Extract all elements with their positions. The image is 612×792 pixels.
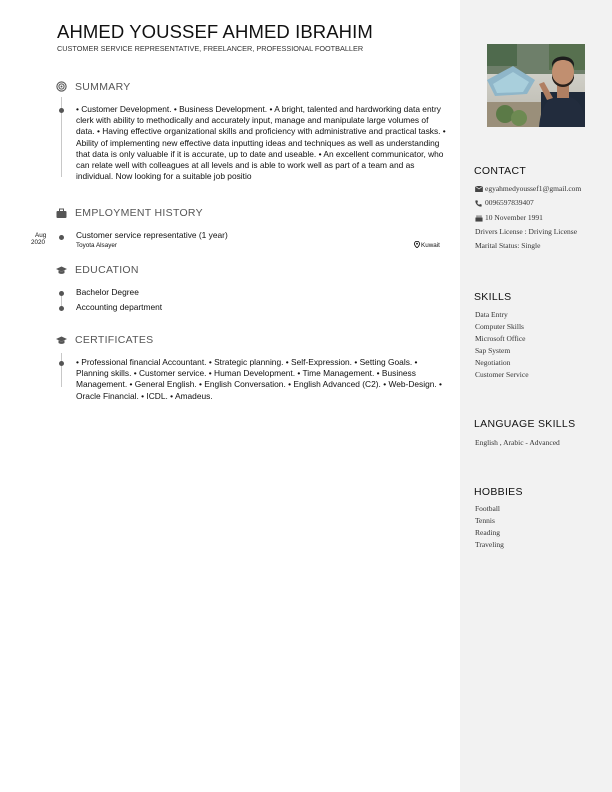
summary-text: • Customer Development. • Business Development. • A bright, talented and hardworking data entry clerk with ability to methodically and accurately input, manage and manipulate large volumes of data. • Having effective organizational skills and proficiency with administrative and practical tasks. • Ability of implementing new effective data inputting ideas and techniques as well as understanding that data is only valuable if it is accurate, up to date and useable. • An excellent communicator, who can relate well with colleagues at all levels and is able to work well as part of a team and as individual. Now looking for a suitable job positio	[76, 104, 446, 182]
profile-photo	[487, 44, 585, 127]
phone-icon	[475, 200, 482, 207]
certificates-timeline	[61, 353, 62, 387]
hobby-item: Football	[475, 504, 501, 513]
employment-heading: EMPLOYMENT HISTORY	[75, 207, 203, 219]
education-department: Accounting department	[76, 302, 163, 312]
contact-birthday-row	[475, 213, 543, 222]
summary-heading: SUMMARY	[75, 81, 131, 93]
job-date-year: 2020	[31, 239, 46, 246]
certificates-bullet	[59, 361, 64, 366]
skills-heading: SKILLS	[474, 291, 512, 303]
language-skills-text: English , Arabic - Advanced	[475, 438, 560, 447]
hobbies-list	[475, 503, 504, 551]
hobbies-heading: HOBBIES	[474, 486, 523, 498]
employment-bullet	[59, 235, 64, 240]
briefcase-icon	[56, 208, 67, 219]
skill-item: Computer Skills	[475, 322, 524, 331]
contact-license: Drivers License : Driving License	[475, 227, 578, 236]
contact-phone-row	[475, 198, 534, 207]
job-role: Customer service representative (1 year)	[76, 230, 228, 240]
skills-list	[475, 309, 529, 381]
language-skills-heading: LANGUAGE SKILLS	[474, 418, 576, 430]
skill-item: Negotiation	[475, 358, 511, 367]
skill-item: Customer Service	[475, 370, 529, 379]
hobby-item: Traveling	[475, 540, 504, 549]
job-subtitle: CUSTOMER SERVICE REPRESENTATIVE, FREELANCER, PROFESSIONAL FOOTBALLER	[57, 44, 364, 53]
job-location: Kuwait	[421, 242, 440, 249]
contact-email-row	[475, 184, 581, 193]
contact-birthday: 10 November 1991	[485, 213, 543, 222]
graduation-cap-icon	[56, 335, 67, 346]
contact-email: egyahmedyoussef1@gmail.com	[485, 184, 582, 193]
birthday-cake-icon	[475, 214, 483, 222]
education-heading: EDUCATION	[75, 264, 139, 276]
contact-phone: 0096597839407	[485, 198, 534, 207]
education-degree: Bachelor Degree	[76, 287, 139, 297]
graduation-cap-icon	[56, 265, 67, 276]
job-date-month: Aug	[35, 232, 47, 239]
contact-marital-status: Marital Status: Single	[475, 241, 541, 250]
contact-heading: CONTACT	[474, 165, 527, 177]
certificates-heading: CERTIFICATES	[75, 334, 154, 346]
location-pin-icon	[414, 241, 420, 248]
hobby-item: Tennis	[475, 516, 495, 525]
envelope-icon	[475, 186, 483, 192]
skill-item: Data Entry	[475, 310, 508, 319]
job-company: Toyota Alsayer	[76, 242, 117, 249]
certificates-text: • Professional financial Accountant. • Strategic planning. • Self-Expression. • Setting Goals. • Planning skills. • Customer service. • Human Development. • Time Management. • Business Management. • General English. • English Conversation. • English Advanced (C2). • Web-Design. • Oracle Financial. • ICDL. • Amadeus.	[76, 357, 442, 401]
skill-item: Sap System	[475, 346, 511, 355]
education-bullet	[59, 306, 64, 311]
summary-bullet	[59, 108, 64, 113]
page-title: AHMED YOUSSEF AHMED IBRAHIM	[57, 21, 373, 42]
education-bullet	[59, 291, 64, 296]
target-icon	[56, 81, 67, 92]
hobby-item: Reading	[475, 528, 500, 537]
skill-item: Microsoft Office	[475, 334, 526, 343]
